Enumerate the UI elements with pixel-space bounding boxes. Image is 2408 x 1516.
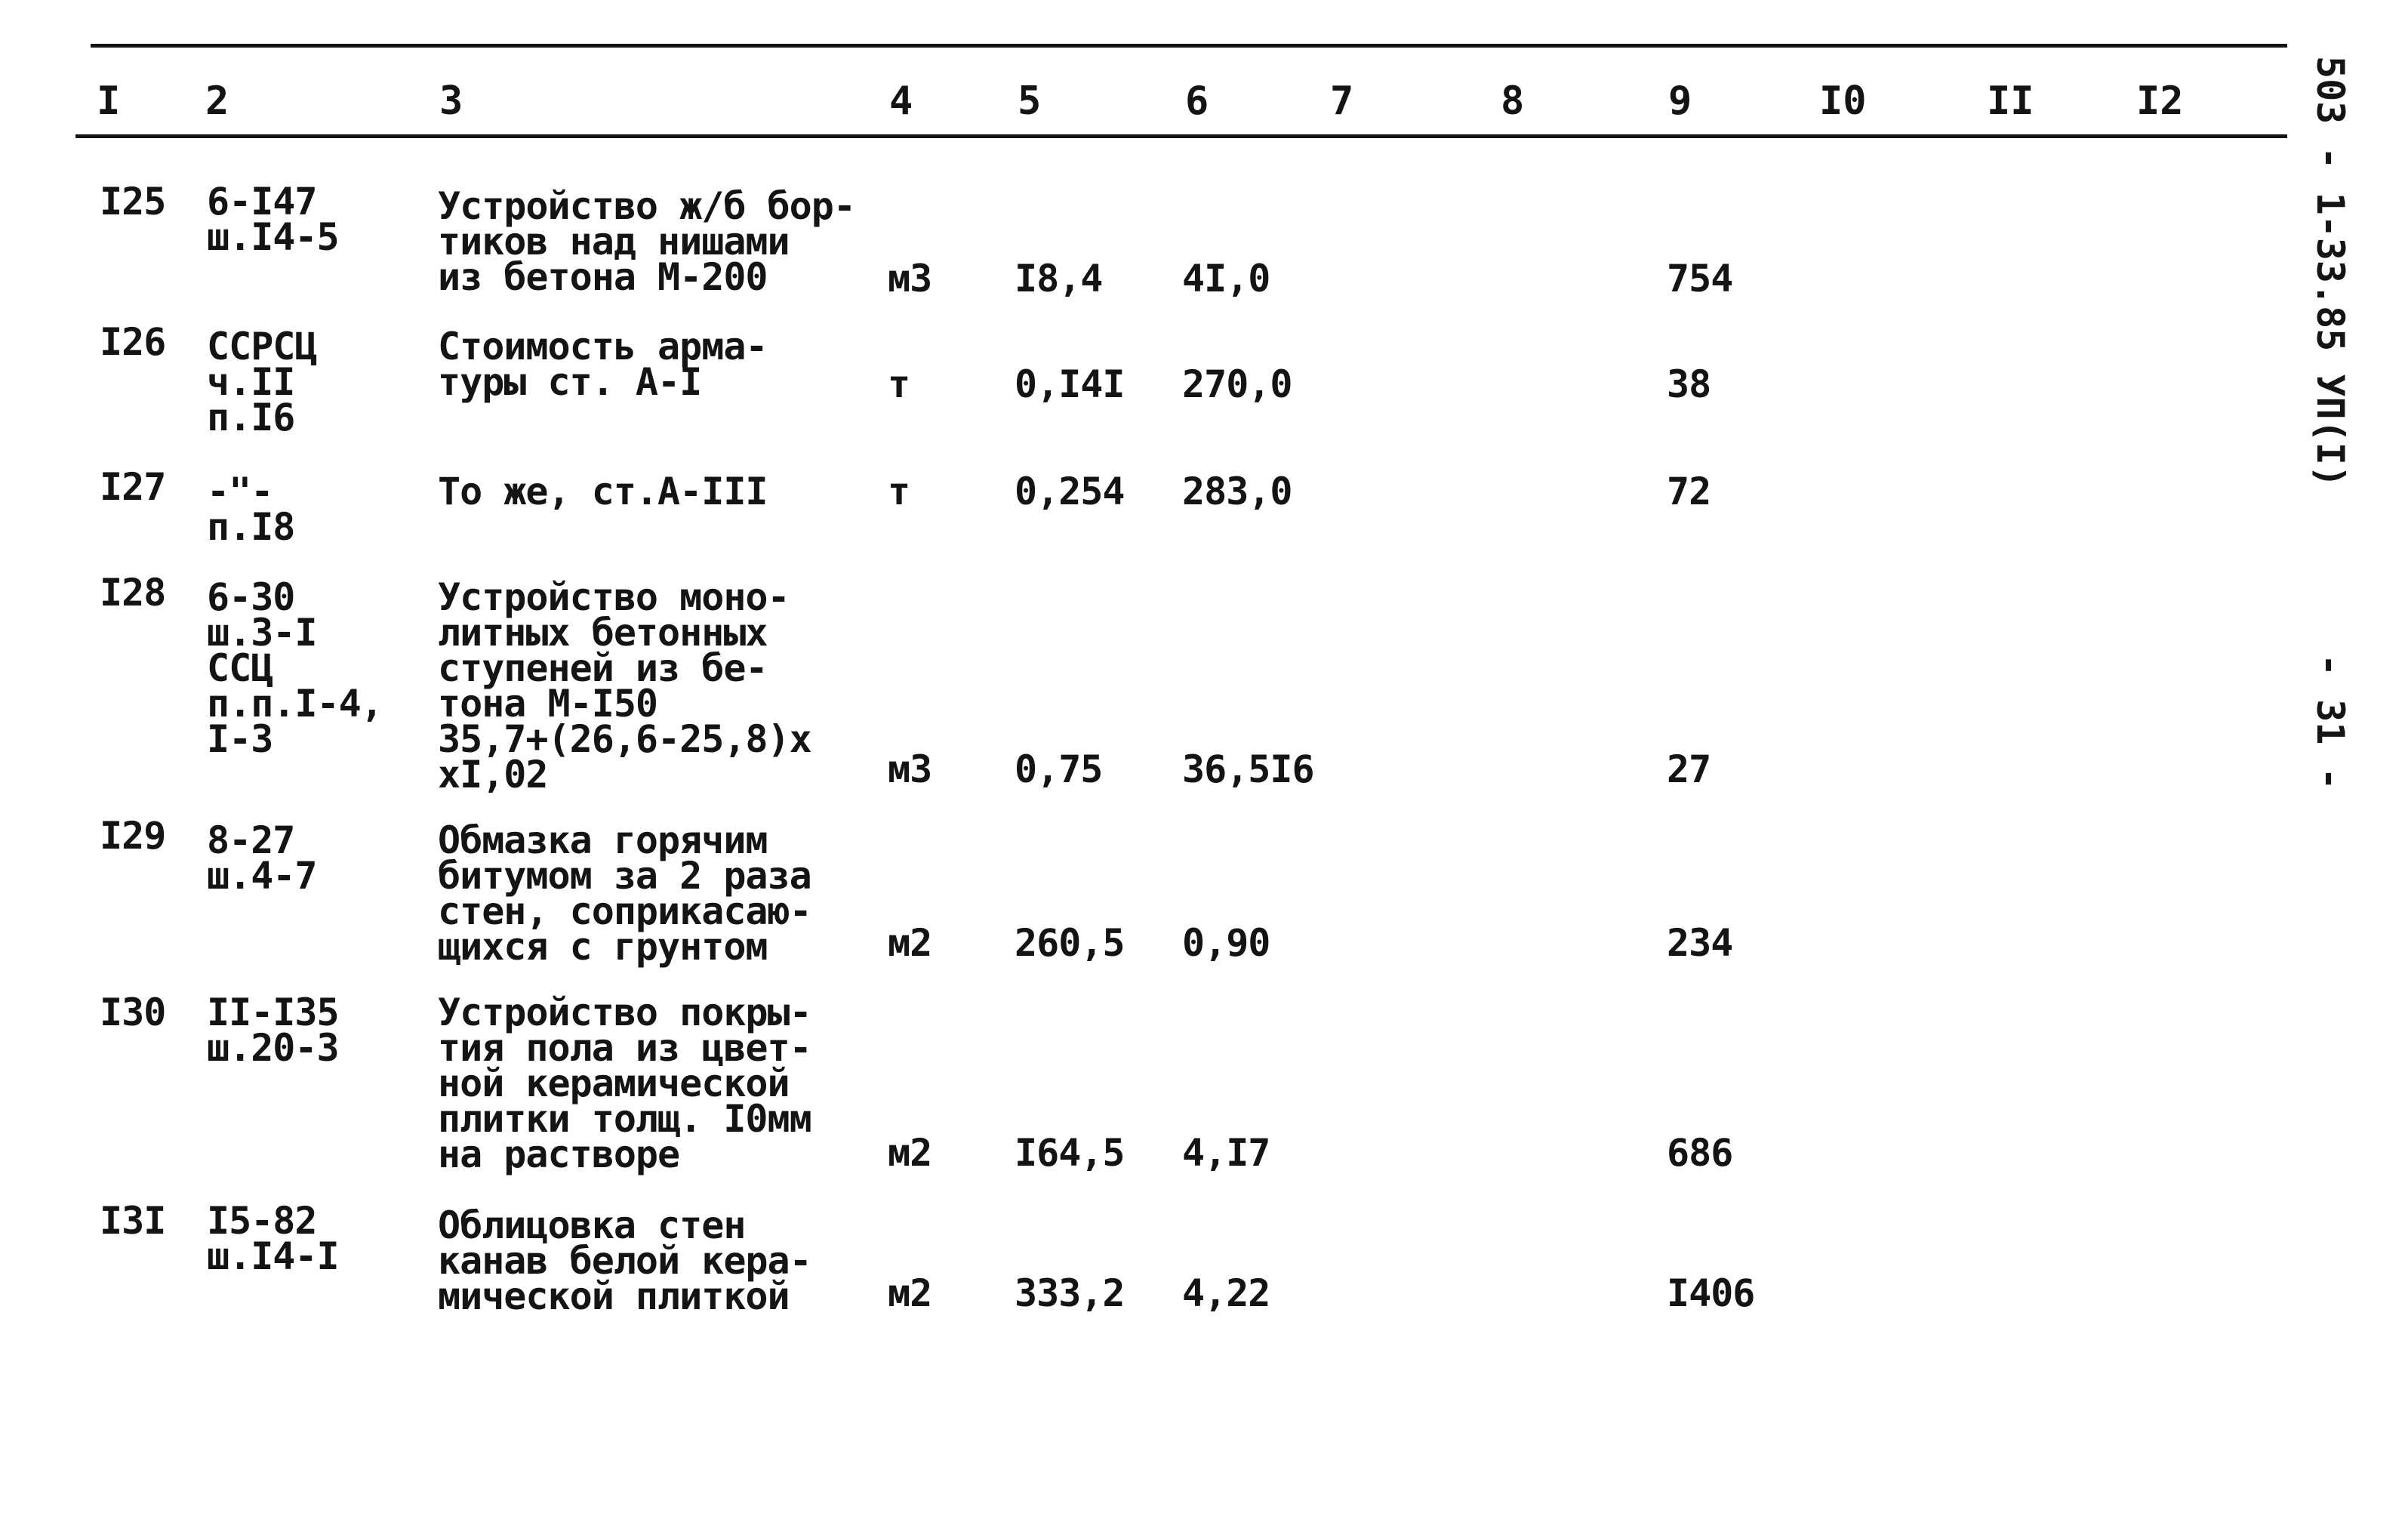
header-col-8: 8: [1501, 79, 1525, 124]
page-number: - 31 -: [2308, 654, 2352, 790]
work-description: Устройство ж/б бор- тиков над нишами из бетона М-200: [438, 184, 855, 299]
total: 754: [1667, 257, 1733, 300]
rate-code: -"- п.I8: [207, 470, 295, 549]
quantity: 260,5: [1015, 921, 1125, 965]
unit-price: 4,22: [1182, 1271, 1270, 1315]
work-description: Устройство покры- тия пола из цвет- ной керамической плитки толщ. I0мм на растворе: [438, 991, 811, 1176]
row-number: I28: [100, 571, 166, 615]
total: 38: [1667, 362, 1711, 406]
header-bottom-rule: [75, 134, 2287, 138]
work-description: Стоимость арма- туры ст. А-I: [438, 325, 768, 404]
header-col-1: I: [97, 79, 121, 124]
quantity: 333,2: [1015, 1271, 1125, 1315]
work-description: То же, ст.А-III: [438, 470, 768, 513]
row-number: I3I: [100, 1199, 166, 1243]
row-number: I30: [100, 991, 166, 1034]
unit: м2: [888, 1271, 932, 1315]
header-col-6: 6: [1185, 79, 1209, 124]
unit-price: 36,5I6: [1182, 747, 1314, 791]
header-col-2: 2: [205, 79, 229, 124]
work-description: Устройство моно- литных бетонных ступеней из бе- тона М-I50 35,7+(26,6-25,8)x xI,02: [438, 575, 811, 797]
header-col-4: 4: [889, 79, 913, 124]
quantity: I64,5: [1015, 1131, 1125, 1175]
unit-price: 0,90: [1182, 921, 1270, 965]
header-col-11: II: [1987, 79, 2034, 124]
rate-code: 8-27 ш.4-7: [207, 818, 317, 898]
rate-code: 6-30 ш.3-I ССЦ п.п.I-4, I-3: [207, 575, 383, 761]
rate-code: II-I35 ш.20-3: [207, 991, 339, 1070]
table-top-rule: [91, 44, 2287, 48]
total: 27: [1667, 747, 1711, 791]
unit-price: 270,0: [1182, 362, 1292, 406]
total: 234: [1667, 921, 1733, 965]
quantity: 0,254: [1015, 470, 1125, 513]
total: 686: [1667, 1131, 1733, 1175]
header-col-7: 7: [1330, 79, 1354, 124]
unit-price: 4I,0: [1182, 257, 1270, 300]
header-col-12: I2: [2136, 79, 2184, 124]
document-code: 503 - 1-33.85 УП(I): [2308, 56, 2352, 488]
unit: т: [888, 362, 910, 406]
rate-code: 6-I47 ш.I4-5: [207, 180, 339, 259]
row-number: I26: [100, 320, 166, 364]
quantity: I8,4: [1015, 257, 1103, 300]
header-col-5: 5: [1018, 79, 1042, 124]
rate-code: I5-82 ш.I4-I: [207, 1199, 339, 1278]
unit-price: 4,I7: [1182, 1131, 1270, 1175]
total: 72: [1667, 470, 1711, 513]
rate-code: ССРСЦ ч.II п.I6: [207, 325, 317, 439]
work-description: Обмазка горячим битумом за 2 раза стен, соприкасаю- щихся с грунтом: [438, 818, 811, 969]
unit: т: [888, 470, 910, 513]
unit-price: 283,0: [1182, 470, 1292, 513]
total: I406: [1667, 1271, 1755, 1315]
unit: м3: [888, 257, 932, 300]
work-description: Облицовка стен канав белой кера- мической плиткой: [438, 1203, 811, 1318]
quantity: 0,75: [1015, 747, 1103, 791]
header-col-3: 3: [439, 79, 463, 124]
quantity: 0,I4I: [1015, 362, 1125, 406]
unit: м2: [888, 921, 932, 965]
unit: м2: [888, 1131, 932, 1175]
header-col-10: I0: [1819, 79, 1867, 124]
row-number: I29: [100, 814, 166, 858]
unit: м3: [888, 747, 932, 791]
row-number: I25: [100, 180, 166, 223]
row-number: I27: [100, 465, 166, 509]
header-col-9: 9: [1668, 79, 1692, 124]
